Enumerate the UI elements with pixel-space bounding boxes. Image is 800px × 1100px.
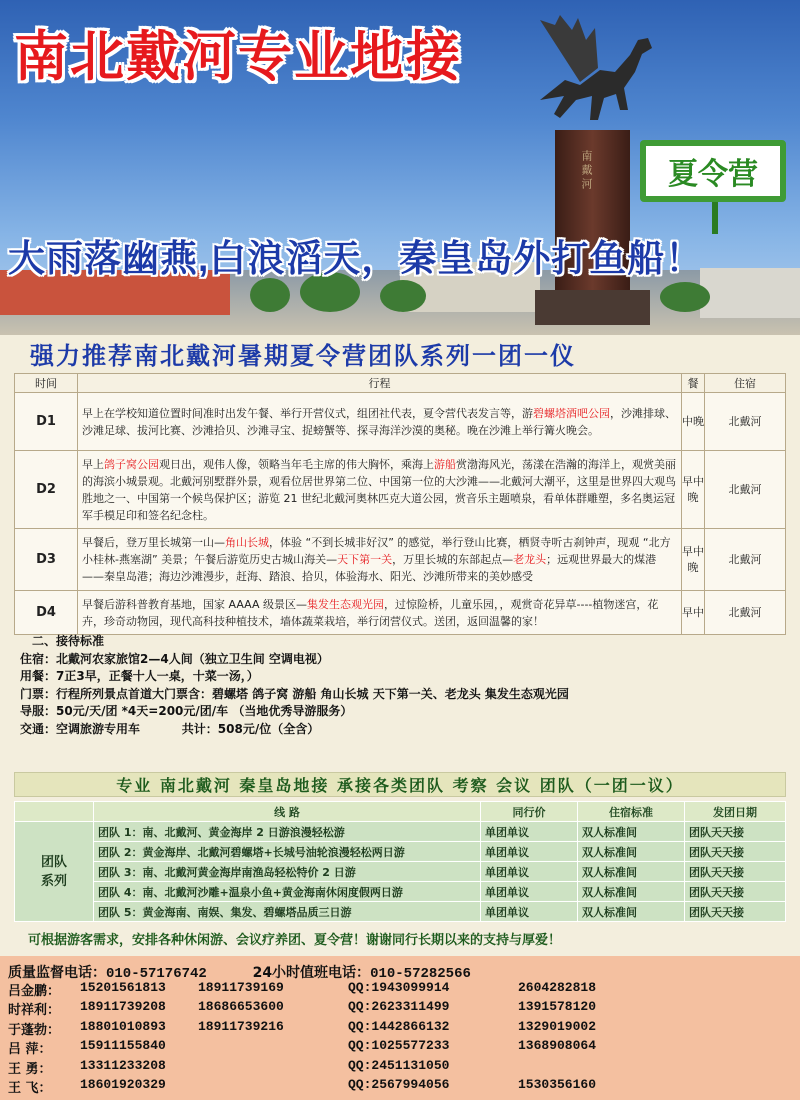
reception-line: 住宿：北戴河农家旅馆2—4人间（独立卫生间 空调电视） — [20, 651, 329, 666]
highlight-spot: 碧螺塔酒吧公园 — [533, 406, 610, 420]
lodging-cell: 双人标准间 — [578, 842, 685, 862]
contact-phone: 15911155840 — [80, 1038, 166, 1054]
day-label: D4 — [15, 591, 78, 635]
closing-note: 可根据游客需求，安排各种休闲游、会议疗养团、夏令营！谢谢同行长期以来的支持与厚爱！ — [28, 933, 562, 948]
stay-cell: 北戴河 — [705, 451, 786, 529]
winged-horse-statue — [520, 10, 660, 135]
lodging-cell: 双人标准间 — [578, 822, 685, 842]
lodging-cell: 双人标准间 — [578, 862, 685, 882]
contact-extra: 1391578120 — [518, 999, 597, 1015]
highlight-spot: 天下第一关 — [337, 553, 393, 566]
contact-qq: QQ:2623311499 — [348, 999, 450, 1015]
reception-line: 导服：50元/天/团 *4天=200元/团/车 （当地优秀导游服务） — [20, 704, 353, 718]
contact-name: 时祥利： — [8, 1003, 61, 1019]
contact-extra: 2604282818 — [518, 980, 597, 995]
contact-qq: QQ:1943099914 — [348, 980, 450, 995]
day-description: 早餐后，登万里长城第一山—角山长城，体验 “不到长城非好汉” 的感觉，举行登山比赛，栖贤寺听古刹钟声，现观 “北方小桂林-燕塞湖” 美景；午餐后游览历史古城山海关—天下第一关，万里长城的东部起点—老龙头；远观世界最大的煤港——秦皇岛港；海边沙滩漫步，赶海、踏浪、拾贝，体验海水、阳光、沙滩所带来的美妙感受 — [78, 529, 682, 591]
table-row — [15, 591, 786, 635]
duty-phone: 010-57282566 — [370, 966, 471, 982]
stay-cell: 北戴河 — [705, 393, 786, 451]
table-row — [15, 529, 786, 591]
contact-phone: 18601920329 — [80, 1077, 166, 1092]
lodging-cell: 双人标准间 — [578, 902, 685, 922]
group-series-table — [14, 801, 786, 922]
col-header-blank — [15, 802, 94, 822]
date-cell: 团队天天接 — [685, 842, 786, 862]
highlight-spot: 老龙头 — [513, 553, 547, 566]
price-cell: 单团单议 — [481, 902, 578, 922]
table-row — [15, 393, 786, 451]
contact-phone-alt: 18911739216 — [198, 1018, 284, 1034]
table-row — [15, 862, 786, 882]
date-cell: 团队天天接 — [685, 882, 786, 902]
building — [700, 268, 800, 318]
contact-qq: QQ:2567994056 — [348, 1077, 450, 1092]
recommend-subtitle: 强力推荐南北戴河暑期夏令营团队系列一团一仪 — [30, 343, 576, 370]
contact-phone-alt: 18911739169 — [198, 980, 284, 995]
day-description: 早餐后游科普教育基地，国家 AAAA 级景区—集发生态观光园，过惊险桥，儿童乐园，，观赏奇花异草----植物迷宫，花卉，珍奇动物园，现代高科技种植技术，墙体蔬菜栽培，举行闭营仪式。送团，返回温馨的家！ — [78, 591, 682, 635]
reception-line: 交通：空调旅游专用车 共计：508元/位（全含） — [20, 721, 320, 736]
contact-name: 吕 萍： — [8, 1042, 52, 1058]
meal-cell: 早中 — [682, 591, 705, 635]
highlight-spot: 鸽子窝公园 — [104, 457, 159, 471]
price-cell: 单团单议 — [481, 882, 578, 902]
date-cell: 团队天天接 — [685, 862, 786, 882]
contact-phone: 18911739208 — [80, 999, 166, 1015]
slogan: 大雨落幽燕,白浪滔天，秦皇岛外打鱼船！ — [8, 238, 704, 279]
col-header-route: 行程 — [78, 374, 682, 393]
lodging-cell: 双人标准间 — [578, 882, 685, 902]
contact-extra: 1368908064 — [518, 1038, 597, 1054]
contact-qq: QQ:1442866132 — [348, 1018, 450, 1034]
contact-extra: 1329019002 — [518, 1018, 597, 1034]
meal-cell: 早中晚 — [682, 529, 705, 591]
table-row — [15, 451, 786, 529]
price-cell: 单团单议 — [481, 822, 578, 842]
table-row — [15, 822, 786, 842]
meal-cell: 中晚 — [682, 393, 705, 451]
monument-base — [535, 290, 650, 325]
quality-phone: 010-57176742 — [106, 966, 207, 982]
monument-text: 南戴河 — [580, 150, 593, 192]
contact-phone: 13311233208 — [80, 1057, 166, 1073]
route-cell: 团队 2：黄金海岸、北戴河碧螺塔+长城号油轮浪漫轻松两日游 — [94, 842, 481, 862]
table-header-row — [15, 374, 786, 393]
table-row — [15, 842, 786, 862]
table-header-row — [15, 802, 786, 822]
contact-name: 吕金鹏： — [8, 984, 61, 999]
hotline-row — [8, 962, 471, 982]
sign-pole — [712, 202, 718, 234]
col-header-stay: 住宿 — [705, 374, 786, 393]
table-row — [15, 902, 786, 922]
date-cell: 团队天天接 — [685, 822, 786, 842]
route-cell: 团队 1：南、北戴河、黄金海岸 2 日游浪漫轻松游 — [94, 822, 481, 842]
stay-cell: 北戴河 — [705, 591, 786, 635]
contact-name: 于蓬勃： — [8, 1022, 61, 1038]
col-header-meal: 餐 — [682, 374, 705, 393]
col-header-time: 时间 — [15, 374, 78, 393]
meal-cell: 早中晚 — [682, 451, 705, 529]
contact-qq: QQ:1025577233 — [348, 1038, 450, 1054]
summer-camp-sign: 夏令营 — [640, 140, 786, 202]
contact-extra: 1530356160 — [518, 1077, 597, 1092]
stay-cell: 北戴河 — [705, 529, 786, 591]
day-description: 早上在学校知道位置时间准时出发午餐、举行开营仪式，组团社代表，夏令营代表发言等，游碧螺塔酒吧公园，沙滩排球、沙滩足球、拔河比赛、沙滩拾贝、沙滩寻宝、捉螃蟹等、探寻海洋沙漠的奥秘。晚在沙滩上举行篝火晚会。 — [78, 393, 682, 451]
contact-name: 王 勇： — [8, 1061, 52, 1077]
reception-standard — [20, 633, 569, 738]
hero-banner — [0, 0, 800, 335]
day-label: D2 — [15, 451, 78, 529]
quality-label: 质量监督电话： — [8, 965, 106, 981]
reception-line: 门票：行程所列景点首道大门票含：碧螺塔 鸽子窝 游船 角山长城 天下第一关、老龙头 集发生态观光园 — [20, 686, 569, 701]
day-label: D3 — [15, 529, 78, 591]
contact-phone-alt: 18686653600 — [198, 999, 284, 1015]
highlight-spot: 集发生态观光园 — [307, 597, 385, 611]
contact-name: 王 飞： — [8, 1081, 52, 1096]
reception-heading: 二、接待标准 — [32, 634, 105, 648]
contact-phone: 18801010893 — [80, 1018, 166, 1034]
route-cell: 团队 4：南、北戴河沙雕+温泉小鱼+黄金海南休闲度假两日游 — [94, 882, 481, 902]
col-header-route: 线 路 — [94, 802, 481, 822]
page-title: 南北戴河专业地接 — [14, 27, 462, 87]
contact-phone: 15201561813 — [80, 980, 166, 995]
route-cell: 团队 3：南、北戴河黄金海岸南渔岛轻松特价 2 日游 — [94, 862, 481, 882]
duty-label: 24小时值班电话： — [252, 965, 371, 981]
series-label: 团队系列 — [15, 822, 94, 922]
services-banner: 专业 南北戴河 秦皇岛地接 承接各类团队 考察 会议 团队（一团一议） — [14, 772, 786, 797]
col-header-lodging: 住宿标准 — [578, 802, 685, 822]
highlight-spot: 角山长城 — [225, 536, 269, 549]
price-cell: 单团单议 — [481, 842, 578, 862]
date-cell: 团队天天接 — [685, 902, 786, 922]
tree — [250, 278, 290, 312]
tree — [660, 282, 710, 312]
tree — [380, 280, 426, 312]
contact-qq: QQ:2451131050 — [348, 1057, 450, 1073]
col-header-price: 同行价 — [481, 802, 578, 822]
itinerary-table — [14, 373, 786, 635]
day-description: 早上鸽子窝公园观日出，观伟人像，领略当年毛主席的伟大胸怀，乘海上游船赏渤海风光，荡漾在浩瀚的海洋上，观赏美丽的海滨小城景观。北戴河别墅群外景，观看位居世界第二位、中国第一位的大沙滩——北戴河大潮平，这里是世界四大观鸟胜地之一、中国第一个候鸟保护区；游览 21 世纪北戴河奥林匹克大道公园，赏音乐主题喷泉，看单体群雕塑，多名奥运冠军手模足印和签名纪念柱。 — [78, 451, 682, 529]
day-label: D1 — [15, 393, 78, 451]
reception-line: 用餐：7正3早，正餐十人一桌，十菜一汤，） — [20, 669, 259, 683]
col-header-date: 发团日期 — [685, 802, 786, 822]
price-cell: 单团单议 — [481, 862, 578, 882]
table-row — [15, 882, 786, 902]
route-cell: 团队 5：黄金海南、南娱、集发、碧螺塔品质三日游 — [94, 902, 481, 922]
highlight-spot: 游船 — [434, 457, 456, 471]
